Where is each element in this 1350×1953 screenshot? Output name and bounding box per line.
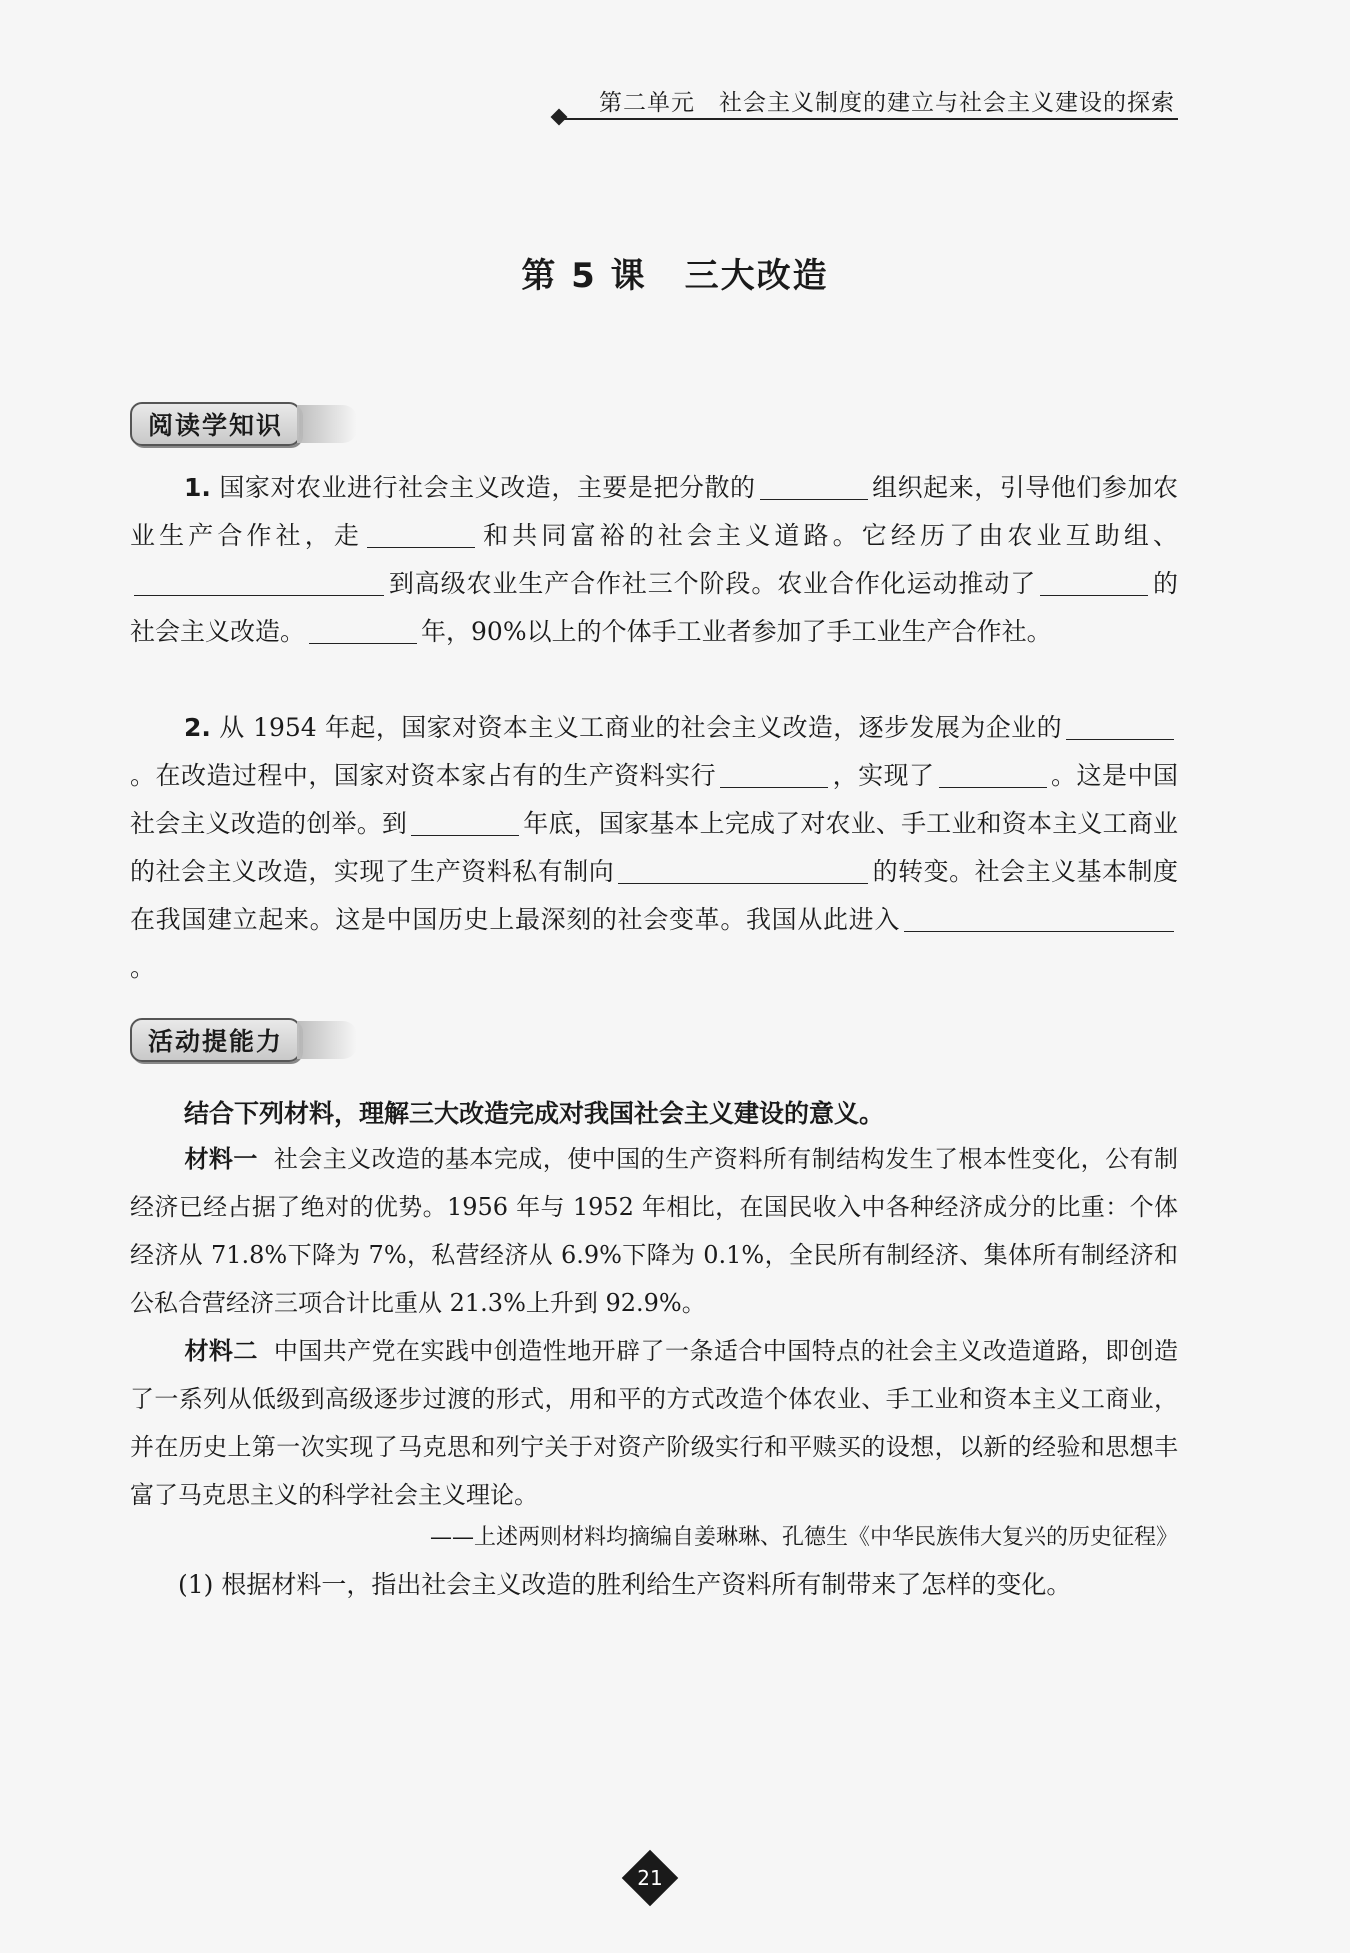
page-number-badge xyxy=(622,1850,678,1906)
q1-text-1: 国家对农业进行社会主义改造，主要是把分散的 xyxy=(219,473,756,502)
material-source: ——上述两则材料均摘编自姜琳琳、孔德生《中华民族伟大复兴的历史征程》 xyxy=(429,1525,1178,1550)
section-label-activity: 活动提能力 xyxy=(130,1018,301,1062)
fill-blank[interactable] xyxy=(760,469,868,500)
page-number: 21 xyxy=(637,1866,663,1890)
question-1 xyxy=(130,464,1178,656)
material-2-label: 材料二 xyxy=(184,1337,258,1365)
section-label-reading: 阅读学知识 xyxy=(130,402,301,446)
fill-blank[interactable] xyxy=(904,901,1174,932)
q2-text-7: 。 xyxy=(130,953,156,982)
q2-text-5: 年底，国家基本上完成了对农业、手工业和资本主义工商业的社会主义改造，实现了生产资料私有制向 xyxy=(130,809,1178,886)
q2-text-3: ，实现了 xyxy=(832,761,935,790)
material-1-label: 材料一 xyxy=(184,1145,258,1173)
material-1-text: 社会主义改造的基本完成，使中国的生产资料所有制结构发生了根本性变化，公有制经济已经占据了绝对的优势。1956 年与 1952 年相比，在国民收入中各种经济成分的比重：个体经济从 71.8%下降为 7%，私营经济从 6.9%下降为 0.1%，全民所有制经济、集体所有制经济和公私合营经济三项合计比重从 21.3%上升到 92.9%。 xyxy=(130,1145,1179,1317)
q1-text-2: 组织起来，引导他们参加农业生产合作社，走 xyxy=(130,473,1178,550)
lesson-number: 第 5 课 xyxy=(521,256,647,296)
material-2-text: 中国共产党在实践中创造性地开辟了一条适合中国特点的社会主义改造道路，即创造了一系列从低级到高级逐步过渡的形式，用和平的方式改造个体农业、手工业和资本主义工商业，并在历史上第一次实现了马克思和列宁关于对资产阶级实行和平赎买的设想，以新的经验和思想丰富了马克思主义的科学社会主义理论。 xyxy=(130,1337,1179,1509)
q1-text-3: 和共同富裕的社会主义道路。它经历了由农业互助组、 xyxy=(479,521,1178,550)
fill-blank[interactable] xyxy=(720,757,828,788)
fill-blank[interactable] xyxy=(618,853,868,884)
sub-question-1: (1) 根据材料一，指出社会主义改造的胜利给生产资料所有制带来了怎样的变化。 xyxy=(178,1570,1072,1599)
material-1 xyxy=(130,1135,1178,1327)
fill-blank[interactable] xyxy=(1040,565,1148,596)
q1-number: 1. xyxy=(184,473,211,502)
fill-blank[interactable] xyxy=(367,517,475,548)
tab-tail-decoration xyxy=(297,405,357,443)
q1-text-6: 年，90%以上的个体手工业者参加了手工业生产合作社。 xyxy=(421,617,1052,646)
q2-text-6: 的转变。社会主义基本制度在我国建立起来。这是中国历史上最深刻的社会变革。我国从此进入 xyxy=(130,857,1178,934)
section-tab-activity xyxy=(130,1016,357,1064)
q1-text-5: 的社会主义改造。 xyxy=(130,569,1178,646)
q1-text-4: 到高级农业生产合作社三个阶段。农业合作化运动推动了 xyxy=(388,569,1037,598)
q2-text-4: 。这是中国社会主义改造的创举。到 xyxy=(130,761,1178,838)
header-title: 社会主义制度的建立与社会主义建设的探索 xyxy=(719,90,1175,116)
fill-blank[interactable] xyxy=(939,757,1047,788)
header-unit: 第二单元 xyxy=(599,90,695,116)
section-tab-reading xyxy=(130,400,357,448)
header-rule xyxy=(562,118,1178,120)
fill-blank[interactable] xyxy=(1066,709,1174,740)
q2-text-2: 。在改造过程中，国家对资本家占有的生产资料实行 xyxy=(130,761,717,790)
q2-number: 2. xyxy=(184,713,211,742)
fill-blank[interactable] xyxy=(411,805,519,836)
fill-blank[interactable] xyxy=(309,613,417,644)
activity-task: 结合下列材料，理解三大改造完成对我国社会主义建设的意义。 xyxy=(184,1099,885,1128)
question-2 xyxy=(130,704,1178,992)
tab-tail-decoration xyxy=(297,1021,357,1059)
lesson-name: 三大改造 xyxy=(684,256,829,296)
lesson-title xyxy=(0,248,1350,297)
header-diamond-icon xyxy=(551,109,568,126)
running-header xyxy=(599,84,1175,117)
q2-text-1: 从 1954 年起，国家对资本主义工商业的社会主义改造，逐步发展为企业的 xyxy=(219,713,1062,742)
material-2 xyxy=(130,1327,1178,1519)
fill-blank[interactable] xyxy=(134,565,384,596)
